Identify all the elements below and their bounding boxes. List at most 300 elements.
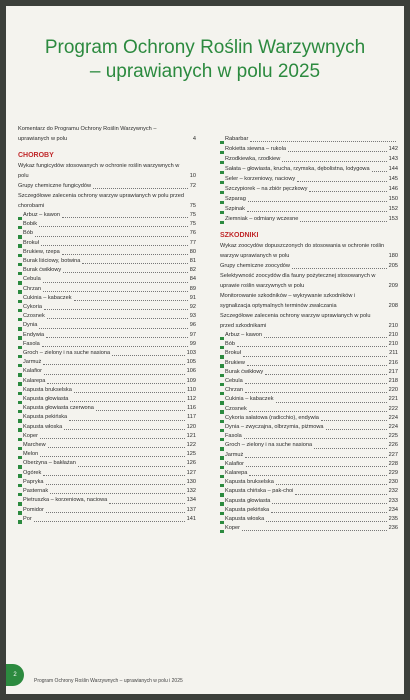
toc-entry-text: Pomidor [23, 506, 44, 513]
bullet-square-icon [18, 263, 22, 267]
toc-entry[interactable] [18, 321, 196, 330]
bullet-square-icon [18, 318, 22, 322]
toc-entry[interactable] [220, 144, 398, 154]
toc-entry-page: 80 [189, 248, 196, 255]
toc-entry-page: 210 [388, 341, 398, 348]
toc-entry-page: 146 [388, 186, 398, 192]
toc-entry-page: 232 [388, 488, 398, 495]
leader-dots [96, 410, 185, 411]
toc-entry[interactable] [18, 487, 196, 496]
leader-dots [271, 512, 386, 513]
toc-entry-page: 150 [388, 196, 398, 202]
bullet-square-icon [18, 244, 22, 248]
toc-entry-text: Pietruszka – korzeniowa, naciowa [23, 497, 108, 504]
bullet-square-icon [220, 410, 224, 414]
toc-entry[interactable] [220, 331, 398, 340]
toc-entry-text: Grupy chemiczne zoocydów [220, 263, 290, 269]
toc-entry-page: 152 [388, 206, 398, 212]
toc-entry[interactable] [18, 496, 196, 505]
toc-entry-text: Wykaz zoocydów dopuszczonych do stosowania w ochronie roślin warzyw uprawianych w polu [220, 243, 385, 259]
bullet-square-icon [18, 428, 22, 432]
toc-entry[interactable] [220, 386, 398, 395]
toc-entry-page: 221 [388, 396, 398, 403]
toc-entry[interactable] [220, 515, 398, 524]
toc-entry[interactable] [220, 261, 398, 271]
bullet-square-icon [18, 355, 22, 359]
leader-dots [264, 337, 387, 338]
toc-entry-text: Kapusta włoska [23, 423, 63, 430]
bullet-square-icon [220, 337, 224, 341]
leader-dots [47, 318, 188, 319]
bullet-square-icon [220, 151, 224, 155]
toc-entry-page: 121 [186, 432, 196, 439]
toc-entry-page: 209 [388, 283, 398, 289]
toc-entry-text: Kapusta głowiasta czerwona [23, 405, 94, 412]
toc-entry-page: 144 [388, 166, 398, 172]
leader-dots [244, 438, 387, 439]
toc-entry-page: 230 [388, 479, 398, 486]
toc-entry-text: Rzodkiewka, rzodkiew [225, 156, 281, 162]
toc-entry-page: 227 [388, 451, 398, 458]
toc-entry[interactable] [18, 459, 196, 468]
leader-dots [82, 263, 187, 264]
toc-entry[interactable] [18, 161, 196, 181]
toc-entry-text: Kapusta brukselska [225, 479, 274, 486]
toc-entry-text: Czosnek [225, 405, 247, 412]
leader-dots [78, 466, 185, 467]
leader-dots [74, 392, 185, 393]
bullet-square-icon [18, 502, 22, 506]
toc-entry[interactable] [220, 241, 398, 261]
toc-right-notes [220, 241, 398, 331]
bullet-square-icon [18, 235, 22, 239]
bullet-square-icon [18, 438, 22, 442]
bullet-square-icon [220, 392, 224, 396]
toc-entry[interactable] [18, 478, 196, 487]
toc-entry[interactable] [18, 211, 196, 220]
toc-entry[interactable] [18, 248, 196, 257]
leader-dots [41, 245, 188, 246]
leader-dots [93, 188, 188, 189]
toc-entry[interactable] [220, 478, 398, 487]
toc-entry[interactable] [220, 154, 398, 164]
toc-entry-page: 224 [388, 424, 398, 431]
toc-entry-text: Cykoria [23, 304, 42, 311]
leader-dots [40, 438, 185, 439]
toc-entry[interactable] [18, 450, 196, 459]
toc-entry[interactable] [220, 359, 398, 368]
toc-entry[interactable] [18, 386, 196, 395]
bullet-square-icon [18, 281, 22, 285]
toc-entry[interactable] [18, 229, 196, 238]
toc-entry-text: Kapusta włoska [225, 516, 265, 523]
bullet-square-icon [220, 521, 224, 525]
toc-entry-page: 75 [189, 203, 196, 209]
toc-entry[interactable] [220, 204, 398, 214]
bullet-square-icon [18, 226, 22, 230]
leader-dots [272, 503, 386, 504]
toc-left-notes [18, 161, 196, 211]
toc-entry-page: 96 [189, 322, 196, 329]
bullet-square-icon [220, 420, 224, 424]
toc-entry-text: Groch – zielony i na suche nasiona [23, 350, 111, 357]
toc-entry[interactable] [18, 377, 196, 386]
toc-entry-page: 82 [189, 267, 196, 274]
bullet-square-icon [18, 493, 22, 497]
toc-entry-page: 81 [189, 258, 196, 265]
leader-dots [43, 364, 184, 365]
leader-dots [44, 309, 188, 310]
leader-dots [309, 191, 386, 192]
leader-dots [245, 383, 387, 384]
toc-entry[interactable] [220, 497, 398, 506]
toc-entry-page: 208 [388, 303, 398, 309]
bullet-square-icon [18, 382, 22, 386]
leader-dots [247, 365, 387, 366]
toc-entry-page: 218 [388, 378, 398, 385]
toc-entry-page: 134 [186, 497, 196, 504]
bullet-square-icon [18, 456, 22, 460]
leader-dots [39, 226, 188, 227]
bullet-square-icon [18, 300, 22, 304]
bullet-square-icon [220, 374, 224, 378]
leader-dots [245, 392, 387, 393]
toc-entry-text: Oberżyna – bakłażan [23, 460, 76, 467]
toc-entry[interactable] [18, 303, 196, 312]
document-title [6, 36, 404, 84]
toc-entry-text: Rabarbar [225, 136, 249, 142]
toc-entry-page: 225 [388, 433, 398, 440]
leader-dots [237, 346, 387, 347]
leader-dots [50, 493, 184, 494]
toc-entry[interactable] [18, 294, 196, 303]
toc-entry[interactable] [18, 469, 196, 478]
toc-entry-text: Cebula [225, 378, 243, 385]
leader-dots [245, 457, 386, 458]
toc-entry[interactable] [18, 506, 196, 515]
toc-entry[interactable] [18, 239, 196, 248]
toc-entry[interactable] [220, 291, 398, 311]
toc-entry[interactable] [18, 220, 196, 229]
toc-entry[interactable] [220, 271, 398, 291]
toc-entry-text: Brokuł [225, 350, 241, 357]
toc-entry[interactable] [220, 368, 398, 377]
bullet-square-icon [18, 474, 22, 478]
toc-entry-text: Jarmuż [225, 451, 244, 458]
toc-entry[interactable] [18, 395, 196, 404]
leader-dots [43, 282, 188, 283]
toc-entry-text: Pasternak [23, 488, 49, 495]
toc-entry-page: 130 [186, 478, 196, 485]
leader-dots [64, 429, 184, 430]
toc-entry[interactable] [18, 404, 196, 413]
toc-right-top-items [220, 134, 398, 224]
toc-entry-page: 77 [189, 239, 196, 246]
toc-entry-text: Marchew [23, 442, 46, 449]
toc-entry-text: Wykaz fungicydów stosowanych w ochronie roślin warzywnych w polu [18, 163, 180, 179]
bullet-square-icon [18, 309, 22, 313]
bullet-square-icon [220, 512, 224, 516]
leader-dots [40, 456, 184, 457]
toc-entry-page: 84 [189, 276, 196, 283]
leader-dots [34, 521, 185, 522]
leader-dots [246, 466, 387, 467]
toc-entry[interactable] [18, 358, 196, 367]
toc-entry-page: 153 [388, 216, 398, 222]
toc-entry-text: Kapusta pekińska [225, 506, 270, 513]
toc-entry-text: Kalafior [23, 368, 42, 375]
toc-entry-page: 122 [186, 442, 196, 449]
leader-dots [242, 530, 387, 531]
toc-entry[interactable] [18, 340, 196, 349]
toc-entry[interactable] [220, 164, 398, 174]
toc-entry-page: 117 [187, 414, 196, 421]
toc-entry-text: Bób [23, 230, 33, 237]
toc-entry-page: 180 [388, 253, 398, 259]
bullet-square-icon [220, 141, 224, 145]
toc-entry-text: Monitorowanie szkodników – wykrywanie szkodników i sygnalizacja optymalnych terminów zwalczania [220, 293, 356, 309]
toc-entry-text: Kapusta brukselska [23, 386, 72, 393]
leader-dots [69, 420, 185, 421]
leader-dots [276, 484, 387, 485]
leader-dots [295, 494, 386, 495]
bullet-square-icon [18, 272, 22, 276]
toc-entry[interactable] [18, 423, 196, 432]
toc-entry[interactable] [220, 377, 398, 386]
bullet-square-icon [18, 484, 22, 488]
leader-dots [326, 429, 387, 430]
bullet-square-icon [220, 438, 224, 442]
toc-entry-text: Ziemniak – odmiany wczesne [225, 216, 299, 222]
toc-entry-text: Szparag [225, 196, 246, 202]
toc-entry-text: Groch – zielony i na suche nasiona [225, 442, 313, 449]
leader-dots [288, 151, 387, 152]
toc-entry-page: 216 [388, 359, 398, 366]
toc-entry-page: 75 [189, 212, 196, 218]
bullet-square-icon [18, 254, 22, 258]
leader-dots [321, 420, 387, 421]
toc-entry-page: 210 [388, 323, 398, 329]
toc-entry[interactable] [18, 275, 196, 284]
leader-dots [243, 356, 387, 357]
leader-dots [300, 221, 386, 222]
toc-entry[interactable] [220, 487, 398, 496]
bullet-square-icon [220, 493, 224, 497]
toc-entry-text: Burak ćwikłowy [225, 368, 264, 375]
toc-entry-page: 236 [388, 525, 398, 532]
toc-entry[interactable] [220, 311, 398, 331]
toc-entry-text: Fasola [225, 433, 242, 440]
toc-entry-page: 103 [186, 350, 196, 357]
toc-entry[interactable] [220, 432, 398, 441]
toc-entry-text: Szpinak [225, 206, 245, 212]
bullet-square-icon [220, 475, 224, 479]
toc-entry-page: 224 [388, 414, 398, 421]
toc-entry-text: Burak ćwikłowy [23, 267, 62, 274]
page-number-badge: 2 [6, 664, 24, 686]
bullet-square-icon [220, 161, 224, 165]
bullet-square-icon [220, 429, 224, 433]
toc-entry-page: 222 [388, 405, 398, 412]
toc-entry[interactable] [220, 414, 398, 423]
toc-entry-text: Rokietta siewna – rukola [225, 146, 286, 152]
toc-entry[interactable] [220, 423, 398, 432]
toc-entry[interactable] [18, 257, 196, 266]
leader-dots [44, 374, 185, 375]
toc-entry[interactable] [220, 184, 398, 194]
leader-dots [70, 401, 185, 402]
bullet-square-icon [18, 336, 22, 340]
bullet-square-icon [18, 290, 22, 294]
toc-entry-text: Chrzan [23, 285, 42, 292]
title-line-1: Program Ochrony Roślin Warzywnych [44, 37, 366, 58]
bullet-square-icon [220, 201, 224, 205]
toc-entry-page: 72 [189, 183, 196, 189]
toc-entry-page: 126 [186, 460, 196, 467]
toc-right-items [220, 331, 398, 533]
toc-entry-text: Kalafior [225, 460, 244, 467]
toc-entry-page: 229 [388, 470, 398, 477]
toc-entry-page: 93 [189, 313, 196, 320]
leader-dots [248, 201, 387, 202]
toc-entry[interactable] [220, 349, 398, 358]
toc-entry[interactable] [220, 506, 398, 515]
bullet-square-icon [18, 364, 22, 368]
toc-entry-text: Arbuz – kawon [225, 332, 263, 338]
bullet-square-icon [18, 346, 22, 350]
toc-entry-text: Papryka [23, 478, 44, 485]
toc-entry[interactable] [220, 451, 398, 460]
toc-entry-page: 211 [389, 350, 398, 357]
leader-dots [282, 161, 386, 162]
toc-entry-text: Arbuz – kawon [23, 212, 61, 218]
bullet-square-icon [18, 410, 22, 414]
leader-dots [249, 475, 386, 476]
leader-dots [292, 268, 387, 269]
leader-dots [46, 337, 188, 338]
toc-entry-page: 142 [388, 146, 398, 152]
bullet-square-icon [220, 466, 224, 470]
toc-entry[interactable] [18, 441, 196, 450]
toc-entry-page: 127 [186, 469, 196, 476]
bullet-square-icon [18, 511, 22, 515]
toc-entry[interactable] [18, 349, 196, 358]
bullet-square-icon [220, 484, 224, 488]
toc-entry-text: Dynia [23, 322, 38, 329]
toc-entry-page: 141 [186, 515, 196, 522]
toc-entry-text: Kapusta głowiasta [225, 497, 271, 504]
leader-dots [42, 346, 188, 347]
toc-entry-text: Brukiew, rzepa [23, 248, 60, 255]
toc-entry[interactable] [18, 181, 196, 191]
toc-entry-text: Szczegółowe zalecenia ochrony warzyw uprawianych w polu przed chorobami [18, 193, 185, 209]
toc-entry-page: 137 [186, 506, 196, 513]
leader-dots [314, 448, 387, 449]
leader-dots [266, 521, 386, 522]
toc-entry[interactable] [220, 134, 398, 144]
toc-entry-text: Brokuł [23, 239, 39, 246]
toc-entry[interactable] [220, 174, 398, 184]
toc-entry-text: Kapusta chińska – pak-choi [225, 488, 294, 495]
title-line-2: – uprawianych w polu 2025 [89, 61, 321, 82]
bullet-square-icon [18, 401, 22, 405]
toc-entry-text: Jarmuż [23, 359, 42, 366]
bullet-square-icon [220, 401, 224, 405]
bullet-square-icon [18, 520, 22, 524]
toc-entry[interactable] [18, 432, 196, 441]
toc-entry-page: 143 [388, 156, 398, 162]
leader-dots [46, 512, 185, 513]
bullet-square-icon [220, 221, 224, 225]
toc-entry[interactable] [18, 285, 196, 294]
toc-entry-text: Por [23, 515, 32, 522]
toc-entry-page: 106 [186, 368, 196, 375]
toc-entry-text: Szczegółowe zalecenia ochrony warzyw uprawianych w polu przed szkodnikami [220, 313, 371, 329]
toc-entry[interactable] [220, 524, 398, 533]
toc-entry-intro[interactable] [18, 124, 196, 144]
toc-entry[interactable] [220, 441, 398, 450]
toc-entry-text: Komentarz do Programu Ochrony Roślin Warzywnych – uprawianych w polu [18, 126, 157, 142]
leader-dots [47, 383, 184, 384]
toc-entry[interactable] [220, 405, 398, 414]
toc-entry-text: Cebula [23, 276, 41, 283]
toc-entry-page: 99 [189, 340, 196, 347]
toc-entry[interactable] [18, 413, 196, 422]
bullet-square-icon [220, 355, 224, 359]
toc-entry[interactable] [220, 460, 398, 469]
bullet-square-icon [18, 373, 22, 377]
toc-entry-text: Brukiew [225, 359, 245, 366]
toc-entry-page: 228 [388, 460, 398, 467]
toc-entry[interactable] [220, 214, 398, 224]
toc-entry-page: 4 [192, 136, 196, 142]
leader-dots [297, 181, 386, 182]
toc-entry-text: Seler – korzeniowy, naciowy [225, 176, 296, 182]
toc-entry-page: 125 [186, 451, 196, 458]
leader-dots [43, 291, 188, 292]
toc-entry-text: Cykoria sałatowa (radicchio), endywia [225, 414, 319, 421]
toc-entry-text: Ogórek [23, 469, 42, 476]
toc-entry[interactable] [18, 515, 196, 524]
toc-entry[interactable] [18, 312, 196, 321]
toc-entry-text: Czosnek [23, 313, 45, 320]
toc-entry[interactable] [18, 191, 196, 211]
bullet-square-icon [18, 327, 22, 331]
toc-entry[interactable] [220, 340, 398, 349]
toc-entry-text: Bób [225, 341, 235, 348]
leader-dots [35, 236, 188, 237]
toc-entry[interactable] [18, 367, 196, 376]
toc-entry-page: 210 [388, 332, 398, 338]
toc-entry[interactable] [220, 194, 398, 204]
toc-entry[interactable] [18, 266, 196, 275]
bullet-square-icon [18, 217, 22, 221]
section-header-szkodniki: SZKODNIKI [220, 232, 259, 239]
toc-entry-page: 76 [189, 230, 196, 237]
leader-dots [62, 217, 188, 218]
bullet-square-icon [18, 392, 22, 396]
toc-entry-text: Chrzan [225, 387, 244, 394]
toc-entry-text: Melon [23, 451, 39, 458]
toc-entry[interactable] [220, 469, 398, 478]
leader-dots [247, 211, 387, 212]
toc-right-column [220, 134, 398, 533]
toc-entry[interactable] [18, 331, 196, 340]
leader-dots [372, 171, 387, 172]
toc-entry-page: 109 [186, 377, 196, 384]
toc-entry[interactable] [220, 395, 398, 404]
toc-entry-page: 10 [189, 173, 196, 179]
